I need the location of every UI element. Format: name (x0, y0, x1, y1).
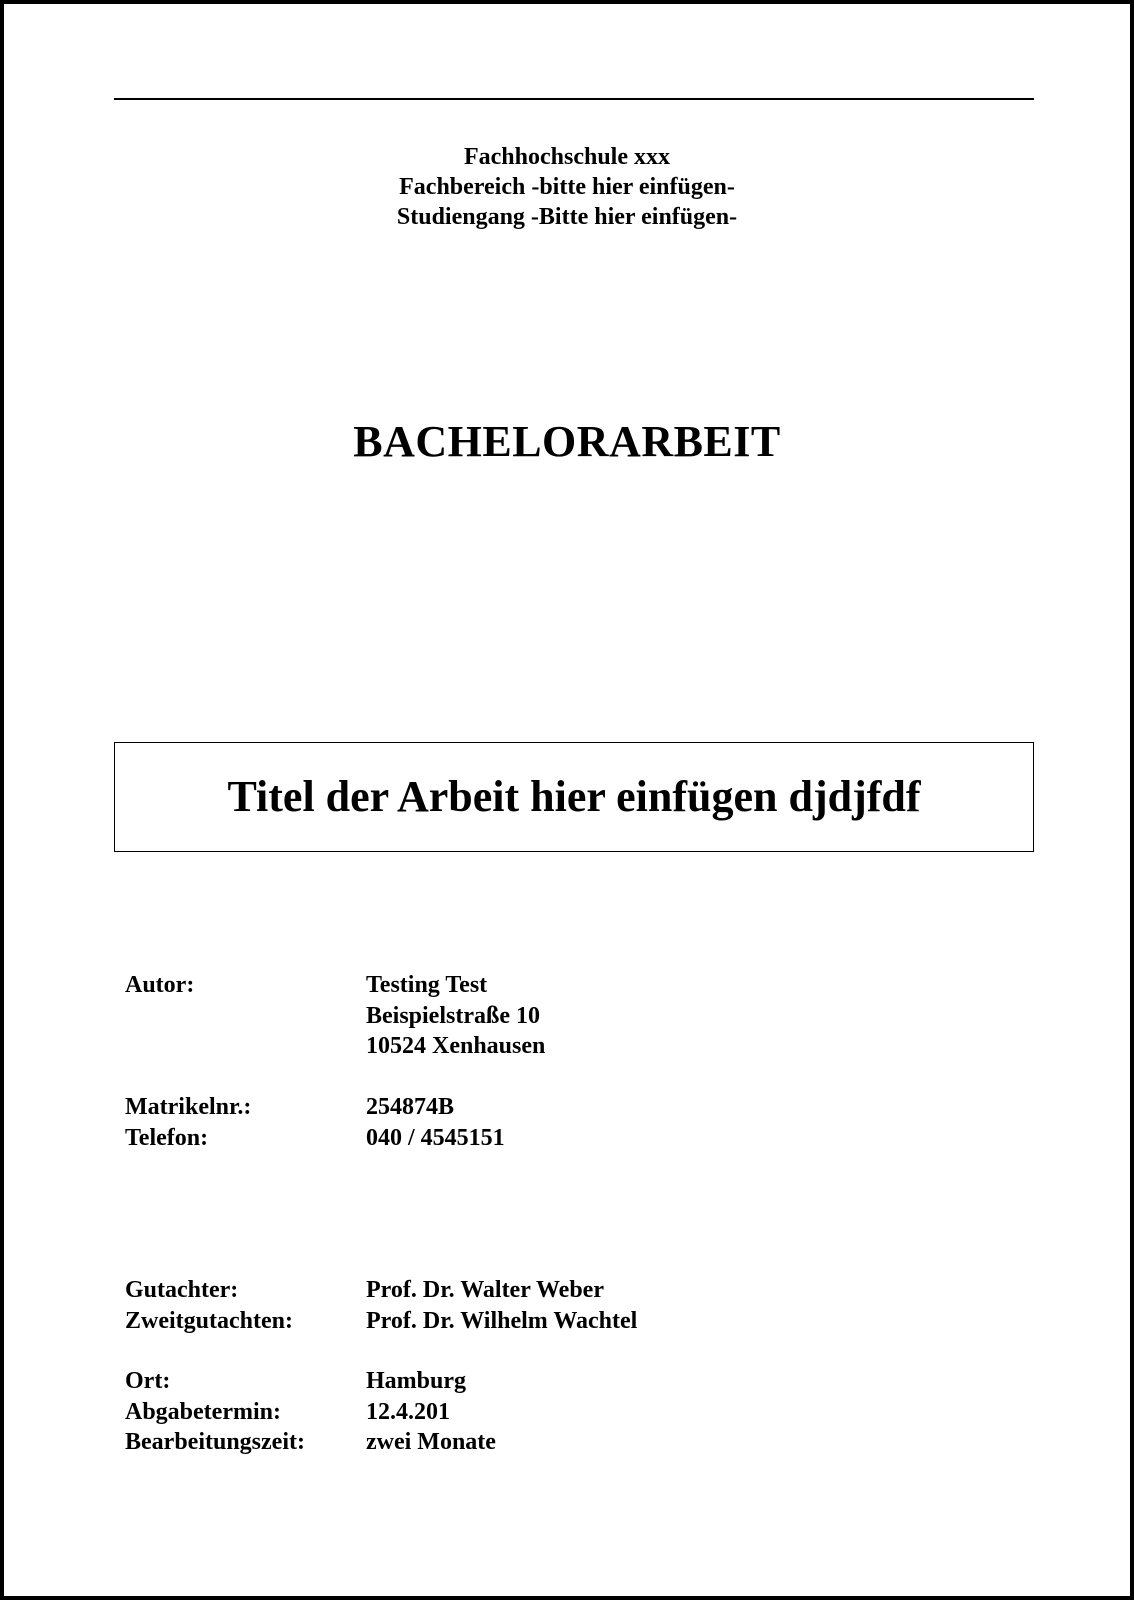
matrikel-row (125, 1092, 825, 1123)
place-label: Ort: (125, 1368, 171, 1394)
submission-meta-block (125, 1366, 825, 1458)
matrikel-label: Matrikelnr.: (125, 1094, 252, 1120)
first-reviewer-row (125, 1275, 825, 1306)
author-row (125, 970, 825, 1001)
place-row (125, 1366, 825, 1397)
deadline-value: 12.4.201 (366, 1398, 450, 1425)
first-reviewer-value: Prof. Dr. Walter Weber (366, 1277, 604, 1303)
phone-label: Telefon: (125, 1124, 209, 1151)
thesis-title: Titel der Arbeit hier einfügen djdjfdf (227, 772, 921, 821)
second-reviewer-label: Zweitgutachten: (125, 1307, 293, 1334)
matrikel-value: 254874B (366, 1094, 455, 1120)
duration-label: Bearbeitungszeit: (125, 1429, 305, 1455)
author-block (125, 970, 825, 1062)
deadline-row (125, 1397, 825, 1428)
author-street-row (125, 1001, 825, 1032)
phone-row (125, 1123, 825, 1154)
author-name: Testing Test (366, 972, 488, 998)
place-value: Hamburg (366, 1368, 467, 1394)
second-reviewer-row (125, 1306, 825, 1337)
author-label: Autor: (125, 972, 195, 998)
author-city-row (125, 1031, 825, 1062)
duration-row (125, 1427, 825, 1458)
header-rule (114, 98, 1034, 100)
department-name: Fachbereich -bitte hier einfügen- (399, 174, 735, 200)
deadline-label: Abgabetermin: (125, 1398, 281, 1425)
student-ids-block (125, 1092, 825, 1153)
second-reviewer-value: Prof. Dr. Wilhelm Wachtel (366, 1307, 638, 1334)
thesis-title-box (114, 742, 1034, 852)
author-city: 10524 Xenhausen (366, 1033, 546, 1059)
first-reviewer-label: Gutachter: (125, 1277, 239, 1303)
reviewers-block (125, 1275, 825, 1336)
document-type: BACHELORARBEIT (353, 417, 781, 466)
study-program: Studiengang -Bitte hier einfügen- (396, 204, 738, 230)
empty-label (125, 1001, 366, 1032)
duration-value: zwei Monate (366, 1429, 496, 1455)
university-name: Fachhochschule xxx (463, 144, 670, 170)
institution-header (0, 142, 1134, 232)
author-street: Beispielstraße 10 (366, 1002, 540, 1029)
empty-label (125, 1031, 366, 1062)
phone-value: 040 / 4545151 (366, 1124, 505, 1151)
